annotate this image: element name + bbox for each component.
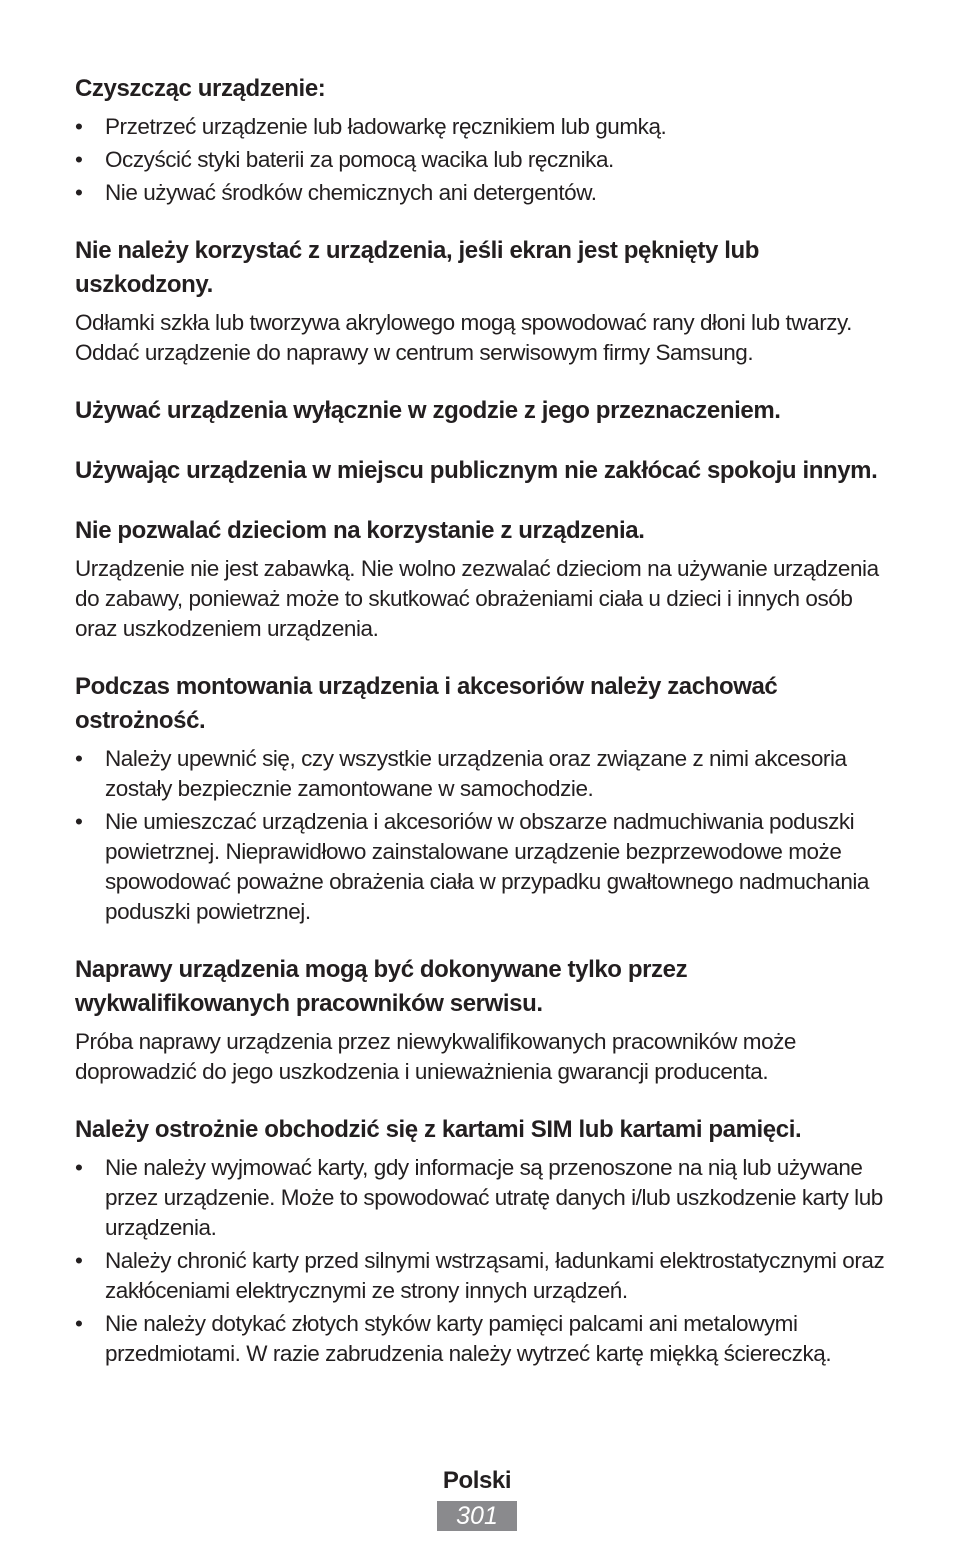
page-number: 301 [437,1501,517,1531]
list-item-text: Należy upewnić się, czy wszystkie urządzenia oraz związane z nimi akcesoria zostały bezpiecznie zamontowane w samochodzie. [105,746,847,801]
section-paragraph: Urządzenie nie jest zabawką. Nie wolno zezwalać dzieciom na używanie urządzenia do zabawy, ponieważ może to skutkować obrażeniami ciała u dzieci i innych osób oraz uszkodzeniem urządzenia. [75,556,879,641]
list-item-text: Przetrzeć urządzenie lub ładowarkę ręcznikiem lub gumką. [105,114,667,139]
section-cracked-screen [75,234,885,368]
section-mounting [75,670,885,927]
bullet-marker: • [75,746,83,771]
footer-language: Polski [442,1467,512,1494]
list-item [75,1246,885,1306]
list-item-text: Oczyścić styki baterii za pomocą wacika lub ręcznika. [105,147,614,172]
list-item [75,112,885,142]
section-children [75,514,885,644]
section-paragraph: Próba naprawy urządzenia przez niewykwalifikowanych pracowników może doprowadzić do jego uszkodzenia i unieważnienia gwarancji producenta. [75,1029,796,1084]
section-heading: Nie należy korzystać z urządzenia, jeśli ekran jest pęknięty lub uszkodzony. [75,237,760,298]
section-heading: Nie pozwalać dzieciom na korzystanie z urządzenia. [75,517,645,544]
bullet-marker: • [75,147,83,172]
section-heading: Używać urządzenia wyłącznie w zgodzie z jego przeznaczeniem. [75,397,781,424]
section-heading: Czyszcząc urządzenie: [75,75,326,102]
document-body [75,72,885,1395]
bullet-marker: • [75,1311,83,1336]
list-item [75,744,885,804]
list-item [75,145,885,175]
list-item-text: Należy chronić karty przed silnymi wstrząsami, ładunkami elektrostatycznymi oraz zakłóceniami elektrycznymi ze strony innych urządzeń. [105,1248,885,1303]
list-item [75,178,885,208]
list-item [75,1153,885,1243]
section-intended-use [75,394,885,428]
bullet-marker: • [75,114,83,139]
bullet-list [75,1153,885,1369]
bullet-marker: • [75,1248,83,1273]
bullet-marker: • [75,180,83,205]
section-public-places [75,454,885,488]
section-cleaning [75,72,885,208]
section-heading: Należy ostrożnie obchodzić się z kartami SIM lub kartami pamięci. [75,1116,802,1143]
list-item-text: Nie używać środków chemicznych ani detergentów. [105,180,597,205]
bullet-list [75,744,885,927]
list-item [75,1309,885,1369]
bullet-list [75,112,885,208]
list-item [75,807,885,927]
section-heading: Używając urządzenia w miejscu publicznym nie zakłócać spokoju innym. [75,457,878,484]
page-footer [0,1465,954,1531]
section-paragraph: Odłamki szkła lub tworzywa akrylowego mogą spowodować rany dłoni lub twarzy. Oddać urządzenie do naprawy w centrum serwisowym firmy Samsung. [75,310,852,365]
page-number-wrapper [0,1501,954,1531]
list-item-text: Nie należy dotykać złotych styków karty pamięci palcami ani metalowymi przedmiotami. W razie zabrudzenia należy wytrzeć kartę miękką ściereczką. [105,1311,832,1366]
bullet-marker: • [75,809,83,834]
list-item-text: Nie umieszczać urządzenia i akcesoriów w obszarze nadmuchiwania poduszki powietrznej. Nieprawidłowo zainstalowane urządzenie bezprzewodowe może spowodować poważne obrażenia ciała w przypadku gwałtownego nadmuchania poduszki powietrznej. [105,809,869,924]
section-repairs [75,953,885,1087]
section-heading: Podczas montowania urządzenia i akcesoriów należy zachować ostrożność. [75,673,778,734]
bullet-marker: • [75,1155,83,1180]
section-heading: Naprawy urządzenia mogą być dokonywane tylko przez wykwalifikowanych pracowników serwisu. [75,956,688,1017]
list-item-text: Nie należy wyjmować karty, gdy informacje są przenoszone na nią lub używane przez urządzenie. Może to spowodować utratę danych i/lub uszkodzenie karty lub urządzenia. [105,1155,883,1240]
section-cards [75,1113,885,1369]
